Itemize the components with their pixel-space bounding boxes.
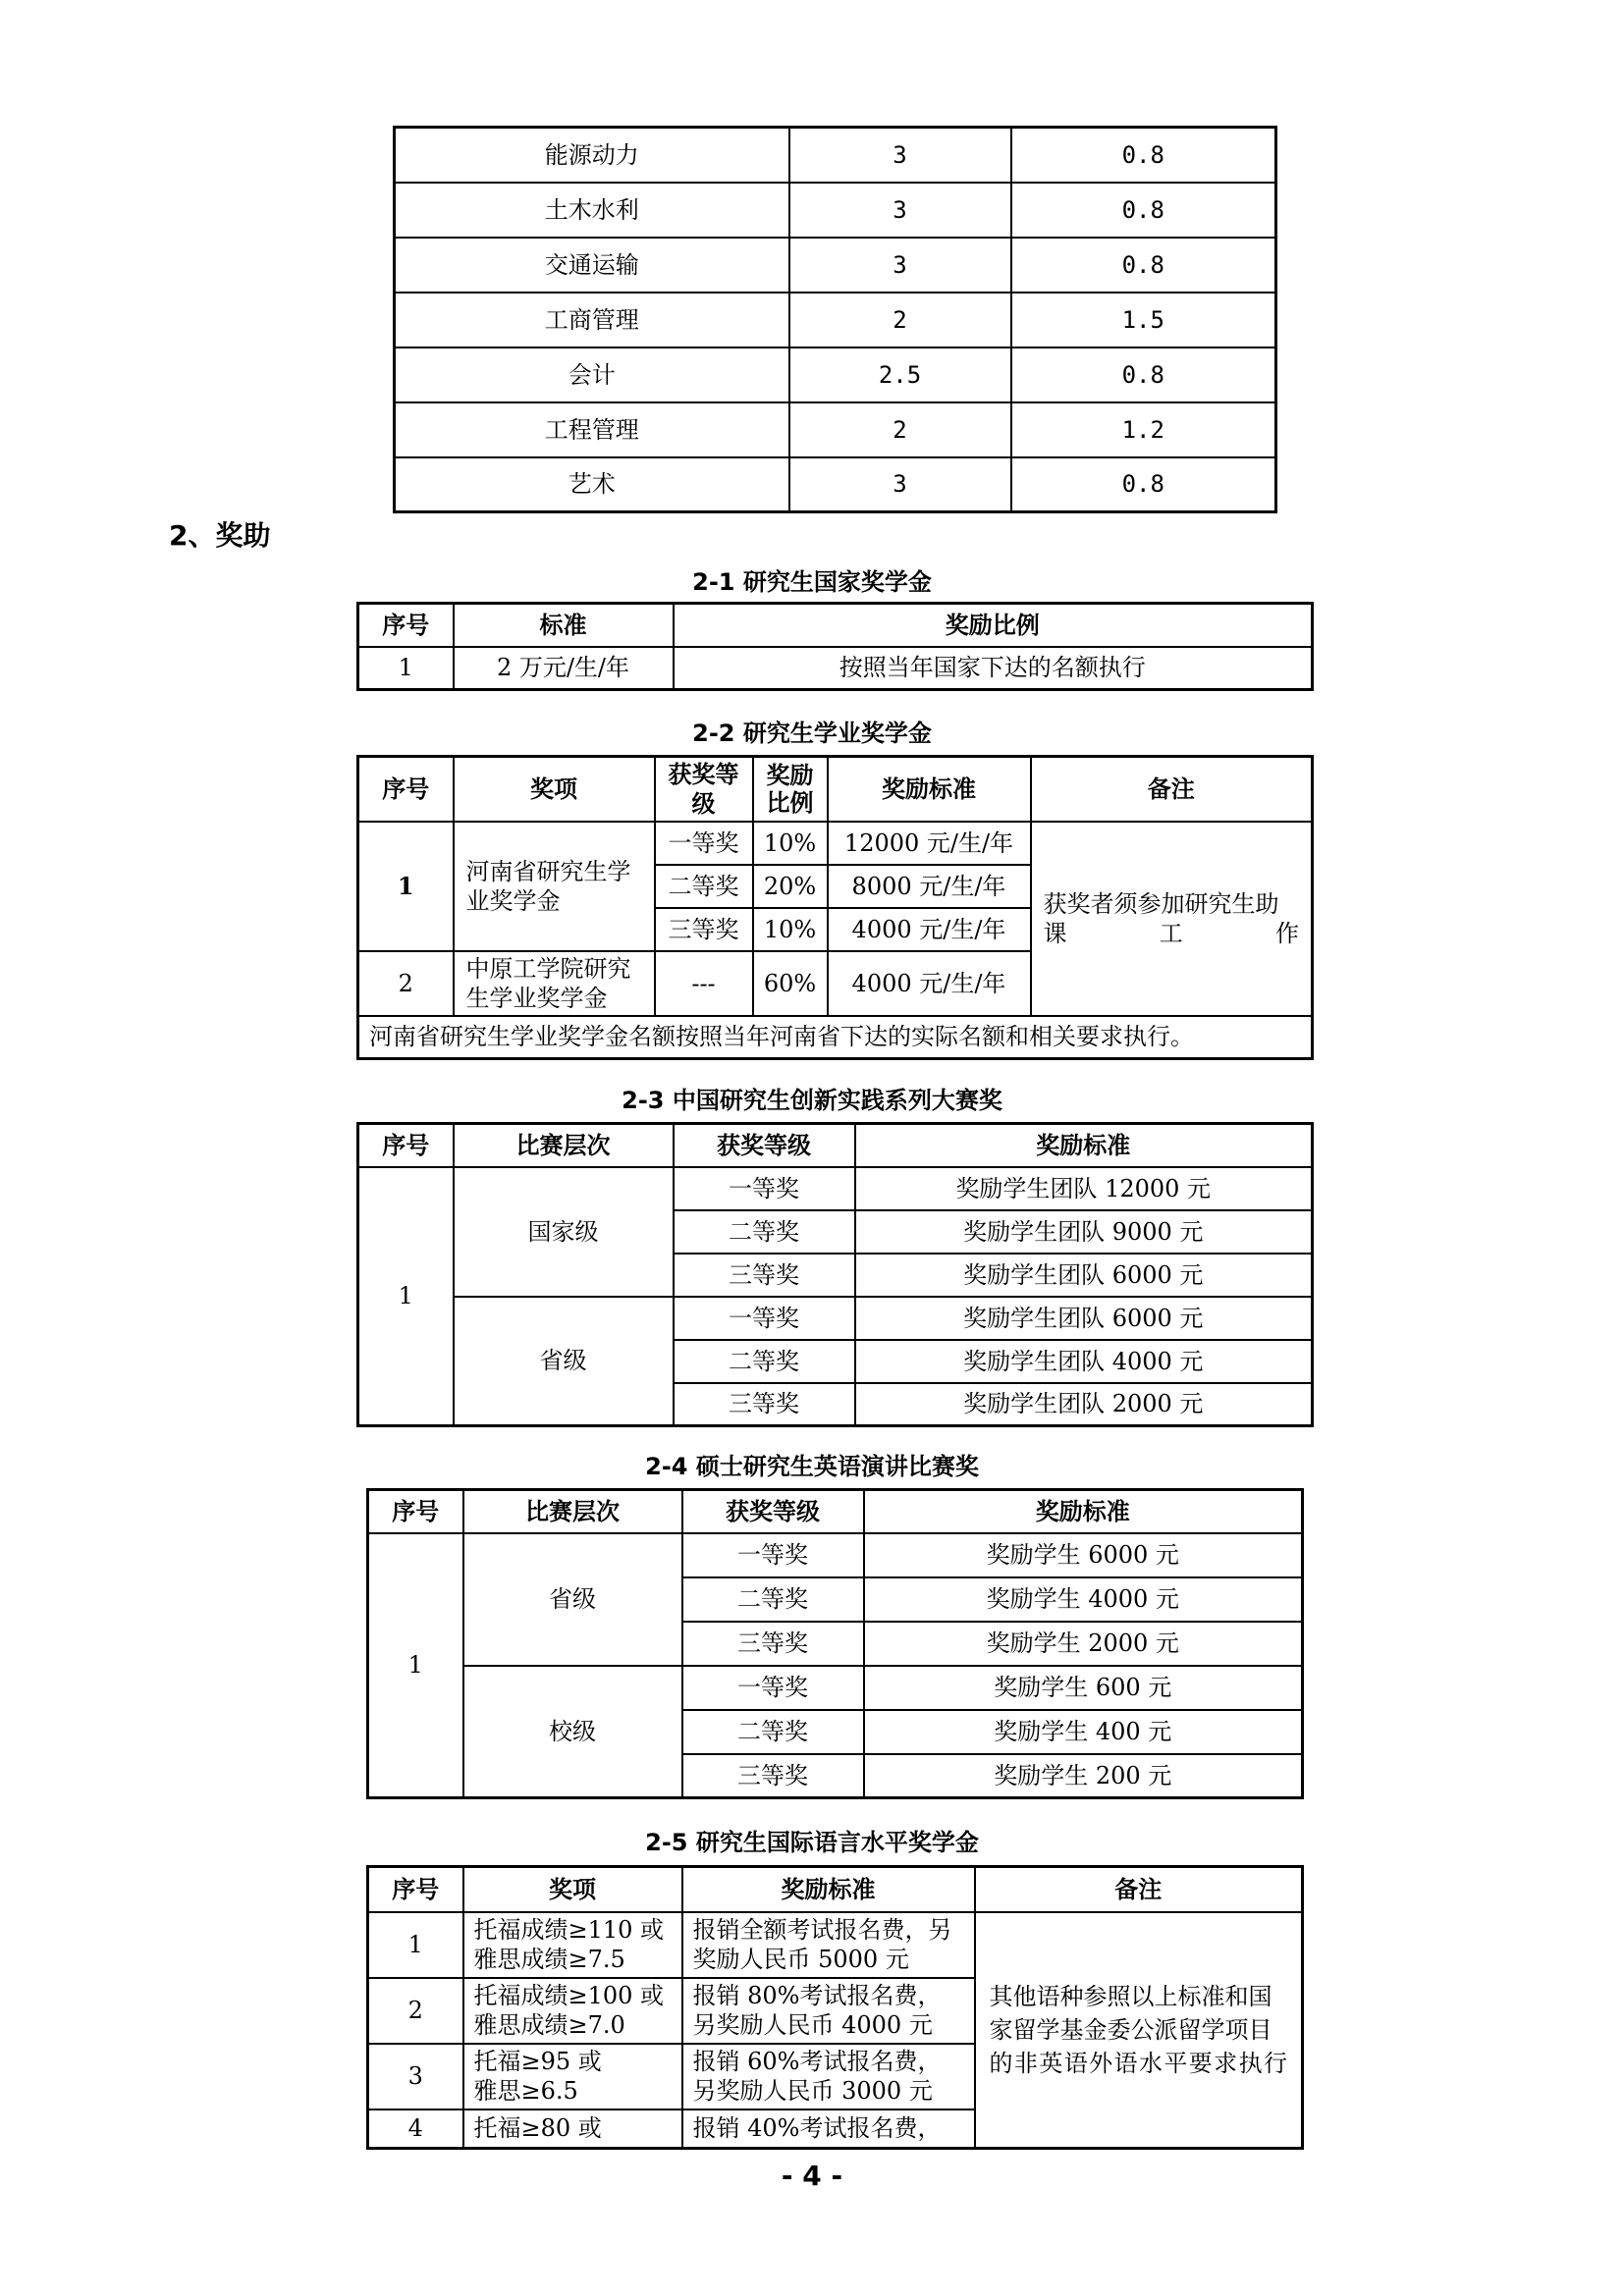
header-level: 获奖等级 bbox=[655, 757, 753, 822]
major-cell: 工程管理 bbox=[395, 402, 789, 457]
fee-cell: 0.8 bbox=[1011, 183, 1276, 238]
standard-cell: 奖励学生团队 6000 元 bbox=[855, 1297, 1313, 1340]
table-caption: 2-3 中国研究生创新实践系列大赛奖 bbox=[622, 1087, 1002, 1114]
section-heading: 2、奖助 bbox=[169, 519, 271, 552]
standard-cell: 奖励学生团队 4000 元 bbox=[855, 1340, 1313, 1383]
standard-cell: 奖励学生团队 6000 元 bbox=[855, 1254, 1313, 1297]
fee-cell: 0.8 bbox=[1011, 457, 1276, 512]
duration-cell: 3 bbox=[789, 457, 1011, 512]
table-row bbox=[358, 647, 1313, 690]
award-line: 雅思≥6.5 bbox=[473, 2077, 578, 2105]
award-line: 托福≥95 或 bbox=[473, 2048, 602, 2075]
header-contest-level: 比赛层次 bbox=[463, 1490, 682, 1533]
level-cell: 一等奖 bbox=[674, 1297, 855, 1340]
header-award-level: 获奖等级 bbox=[682, 1490, 864, 1533]
academic-scholarship-table bbox=[356, 755, 1314, 1060]
no-cell: 2 bbox=[368, 1978, 463, 2044]
level-cell: 二等奖 bbox=[682, 1710, 864, 1754]
header-remark: 备注 bbox=[975, 1867, 1303, 1912]
header-award-level: 获奖等级 bbox=[674, 1124, 855, 1167]
degree-table bbox=[393, 126, 1277, 513]
duration-cell: 3 bbox=[789, 183, 1011, 238]
standard-line: 报销 40%考试报名费， bbox=[692, 2114, 942, 2143]
table-caption: 2-2 研究生学业奖学金 bbox=[692, 720, 932, 747]
standard-line: 报销 80%考试报名费， bbox=[692, 1982, 942, 2009]
duration-cell: 2 bbox=[789, 402, 1011, 457]
major-cell: 土木水利 bbox=[395, 183, 789, 238]
award-cell: 河南省研究生学业奖学金 bbox=[454, 822, 655, 951]
table-row bbox=[368, 1912, 1303, 1978]
level-cell: 一等奖 bbox=[682, 1666, 864, 1710]
table-row bbox=[368, 1666, 1303, 1710]
standard-cell: 奖励学生团队 2000 元 bbox=[855, 1383, 1313, 1426]
header-standard: 奖励标准 bbox=[864, 1490, 1303, 1533]
award-line: 雅思成绩≥7.5 bbox=[473, 1946, 625, 1973]
duration-cell: 3 bbox=[789, 238, 1011, 293]
contest-level-cell: 国家级 bbox=[454, 1167, 674, 1297]
table-header-row bbox=[358, 757, 1313, 822]
standard-cell: 4000 元/生/年 bbox=[828, 951, 1031, 1016]
table-header-row bbox=[368, 1490, 1303, 1533]
award-line: 托福成绩≥110 或 bbox=[473, 1916, 665, 1944]
table-row bbox=[358, 1297, 1313, 1340]
speech-contest-table bbox=[366, 1488, 1304, 1799]
standard-line: 另奖励人民币 4000 元 bbox=[692, 2011, 933, 2039]
level-cell: 三等奖 bbox=[655, 908, 753, 951]
remark-cell: 其他语种参照以上标准和国家留学基金委公派留学项目的非英语外语水平要求执行 bbox=[975, 1912, 1303, 2149]
standard-line: 报销 60%考试报名费， bbox=[692, 2048, 942, 2075]
no-cell: 1 bbox=[358, 822, 454, 951]
level-cell: 三等奖 bbox=[674, 1254, 855, 1297]
contest-level-cell: 校级 bbox=[463, 1666, 682, 1798]
standard-cell: 2 万元/生/年 bbox=[454, 647, 674, 690]
level-cell: 二等奖 bbox=[682, 1577, 864, 1622]
level-cell: 一等奖 bbox=[674, 1167, 855, 1210]
header-ratio: 奖励比例 bbox=[753, 757, 828, 822]
no-cell: 3 bbox=[368, 2044, 463, 2109]
header-no: 序号 bbox=[358, 604, 454, 647]
standard-line: 另奖励人民币 3000 元 bbox=[692, 2077, 933, 2105]
level-cell: 二等奖 bbox=[674, 1340, 855, 1383]
standard-cell: 4000 元/生/年 bbox=[828, 908, 1031, 951]
table-row bbox=[395, 238, 1276, 293]
standard-cell: 奖励学生 600 元 bbox=[864, 1666, 1303, 1710]
standard-cell: 奖励学生团队 12000 元 bbox=[855, 1167, 1313, 1210]
standard-cell: 奖励学生 6000 元 bbox=[864, 1533, 1303, 1577]
table-row bbox=[358, 1167, 1313, 1210]
standard-cell: 奖励学生团队 9000 元 bbox=[855, 1210, 1313, 1254]
level-cell: 三等奖 bbox=[674, 1383, 855, 1426]
level-cell: 三等奖 bbox=[682, 1754, 864, 1798]
no-cell: 1 bbox=[358, 647, 454, 690]
contest-level-cell: 省级 bbox=[463, 1533, 682, 1666]
page-number: - 4 - bbox=[781, 2160, 843, 2192]
fee-cell: 0.8 bbox=[1011, 347, 1276, 402]
national-scholarship-table bbox=[356, 602, 1314, 691]
table-row bbox=[395, 183, 1276, 238]
header-standard: 奖励标准 bbox=[855, 1124, 1313, 1167]
header-ratio: 奖励比例 bbox=[674, 604, 1313, 647]
duration-cell: 2.5 bbox=[789, 347, 1011, 402]
header-standard: 标准 bbox=[454, 604, 674, 647]
header-no: 序号 bbox=[368, 1867, 463, 1912]
level-cell: 二等奖 bbox=[674, 1210, 855, 1254]
standard-cell: 奖励学生 200 元 bbox=[864, 1754, 1303, 1798]
table-row bbox=[395, 457, 1276, 512]
table-row bbox=[395, 402, 1276, 457]
major-cell: 交通运输 bbox=[395, 238, 789, 293]
header-standard: 奖励标准 bbox=[828, 757, 1031, 822]
standard-cell: 奖励学生 400 元 bbox=[864, 1710, 1303, 1754]
table-row bbox=[395, 347, 1276, 402]
fee-cell: 1.5 bbox=[1011, 293, 1276, 347]
table-row bbox=[358, 822, 1313, 865]
header-no: 序号 bbox=[358, 757, 454, 822]
fee-cell: 0.8 bbox=[1011, 238, 1276, 293]
major-cell: 能源动力 bbox=[395, 128, 789, 183]
award-line: 托福成绩≥100 或 bbox=[473, 1982, 665, 2009]
standard-cell: 12000 元/生/年 bbox=[828, 822, 1031, 865]
ratio-cell: 按照当年国家下达的名额执行 bbox=[674, 647, 1313, 690]
standard-line: 奖励人民币 5000 元 bbox=[692, 1946, 909, 1973]
header-no: 序号 bbox=[358, 1124, 454, 1167]
header-contest-level: 比赛层次 bbox=[454, 1124, 674, 1167]
header-standard: 奖励标准 bbox=[682, 1867, 975, 1912]
table-row bbox=[395, 128, 1276, 183]
ratio-cell: 10% bbox=[753, 908, 828, 951]
header-no: 序号 bbox=[368, 1490, 463, 1533]
duration-cell: 3 bbox=[789, 128, 1011, 183]
fee-cell: 0.8 bbox=[1011, 128, 1276, 183]
ratio-cell: 60% bbox=[753, 951, 828, 1016]
fee-cell: 1.2 bbox=[1011, 402, 1276, 457]
standard-line: 报销全额考试报名费，另 bbox=[692, 1916, 952, 1944]
ratio-cell: 20% bbox=[753, 865, 828, 908]
contest-level-cell: 省级 bbox=[454, 1297, 674, 1426]
award-line: 托福≥80 或 bbox=[473, 2114, 602, 2143]
standard-cell: 奖励学生 4000 元 bbox=[864, 1577, 1303, 1622]
award-cell: 中原工学院研究生学业奖学金 bbox=[454, 951, 655, 1016]
note-cell: 河南省研究生学业奖学金名额按照当年河南省下达的实际名额和相关要求执行。 bbox=[358, 1016, 1313, 1059]
table-caption: 2-4 硕士研究生英语演讲比赛奖 bbox=[645, 1453, 979, 1480]
table-note-row bbox=[358, 1016, 1313, 1059]
table-caption: 2-1 研究生国家奖学金 bbox=[692, 568, 932, 596]
no-cell: 1 bbox=[358, 1167, 454, 1426]
table-caption: 2-5 研究生国际语言水平奖学金 bbox=[645, 1829, 979, 1856]
table-header-row bbox=[368, 1867, 1303, 1912]
major-cell: 工商管理 bbox=[395, 293, 789, 347]
language-scholarship-table bbox=[366, 1865, 1304, 2150]
no-cell: 1 bbox=[368, 1533, 463, 1798]
innovation-contest-table bbox=[356, 1122, 1314, 1427]
no-cell: 4 bbox=[368, 2109, 463, 2149]
ratio-cell: 10% bbox=[753, 822, 828, 865]
table-header-row bbox=[358, 1124, 1313, 1167]
major-cell: 会计 bbox=[395, 347, 789, 402]
table-header-row bbox=[358, 604, 1313, 647]
remark-cell: 获奖者须参加研究生助课工作 bbox=[1031, 822, 1313, 1016]
level-cell: 二等奖 bbox=[655, 865, 753, 908]
level-cell: --- bbox=[655, 951, 753, 1016]
standard-cell: 8000 元/生/年 bbox=[828, 865, 1031, 908]
major-cell: 艺术 bbox=[395, 457, 789, 512]
level-cell: 三等奖 bbox=[682, 1622, 864, 1666]
level-cell: 一等奖 bbox=[655, 822, 753, 865]
header-remark: 备注 bbox=[1031, 757, 1313, 822]
duration-cell: 2 bbox=[789, 293, 1011, 347]
award-line: 雅思成绩≥7.0 bbox=[473, 2011, 625, 2039]
no-cell: 1 bbox=[368, 1912, 463, 1978]
header-award: 奖项 bbox=[463, 1867, 682, 1912]
level-cell: 一等奖 bbox=[682, 1533, 864, 1577]
header-award: 奖项 bbox=[454, 757, 655, 822]
table-row bbox=[395, 293, 1276, 347]
standard-cell: 奖励学生 2000 元 bbox=[864, 1622, 1303, 1666]
no-cell: 2 bbox=[358, 951, 454, 1016]
table-row bbox=[368, 1533, 1303, 1577]
